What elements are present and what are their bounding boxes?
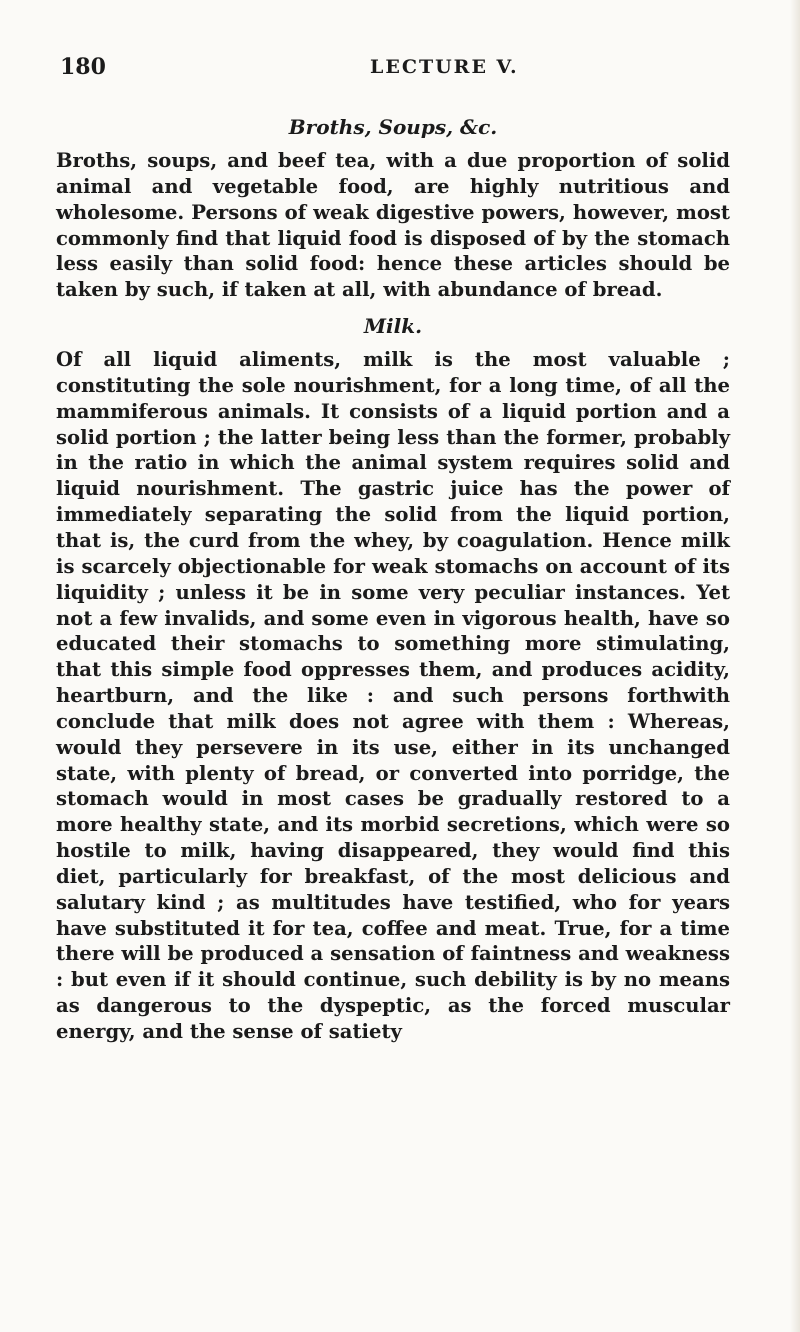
paragraph-milk: Of all liquid aliments, milk is the most valuable ; constituting the sole nourishment, for a long time, of all the mammiferous animals. It consists of a liquid portion and a solid portion ; the latter being less than the former, probably in the ratio in which the animal system requires solid and liquid nourishment. The gastric juice has the power of immediately separating the solid from the liquid portion, that is, the curd from the whey, by coagulation. Hence milk is scarcely objectionable for weak stomachs on account of its liquidity ; unless it be in some very peculiar instances. Yet not a few invalids, and some even in vigorous health, have so educated their stomachs to something more stimulating, that this simple food oppresses them, and produces acidity, heartburn, and the like : and such persons forthwith conclude that milk does not agree with them : Whereas, would they persevere in its use, either in its unchanged state, with plenty of bread, or converted into porridge, the stomach would in most cases be gradually restored to a more healthy state, and its morbid secretions, which were so hostile to milk, having disappeared, they would find this diet, particularly for breakfast, of the most delicious and salutary kind ; as multitudes have testified, who for years have substituted it for tea, coffee and meat. True, for a time there will be produced a sensation of faintness and weakness : but even if it should continue, such debility is by no means as dangerous to the dyspeptic, as the forced muscular energy, and the sense of satiety [56,348,730,1043]
paragraph-broths: Broths, soups, and beef tea, with a due proportion of solid animal and vegetable food, are highly nutritious and wholesome. Persons of weak digestive powers, however, most commonly find that liquid food is disposed of by the stomach less easily than solid food: hence these articles should be taken by such, if taken at all, with abundance of bread. [56,149,730,302]
running-head: LECTURE V. [370,56,519,78]
page-edge-shadow [790,0,800,1332]
page-body [56,112,730,1053]
page-header [60,54,740,86]
section-title-broths: Broths, Soups, &c. [288,115,498,139]
section-title-milk: Milk. [363,314,423,339]
page-number: 180 [60,54,106,80]
